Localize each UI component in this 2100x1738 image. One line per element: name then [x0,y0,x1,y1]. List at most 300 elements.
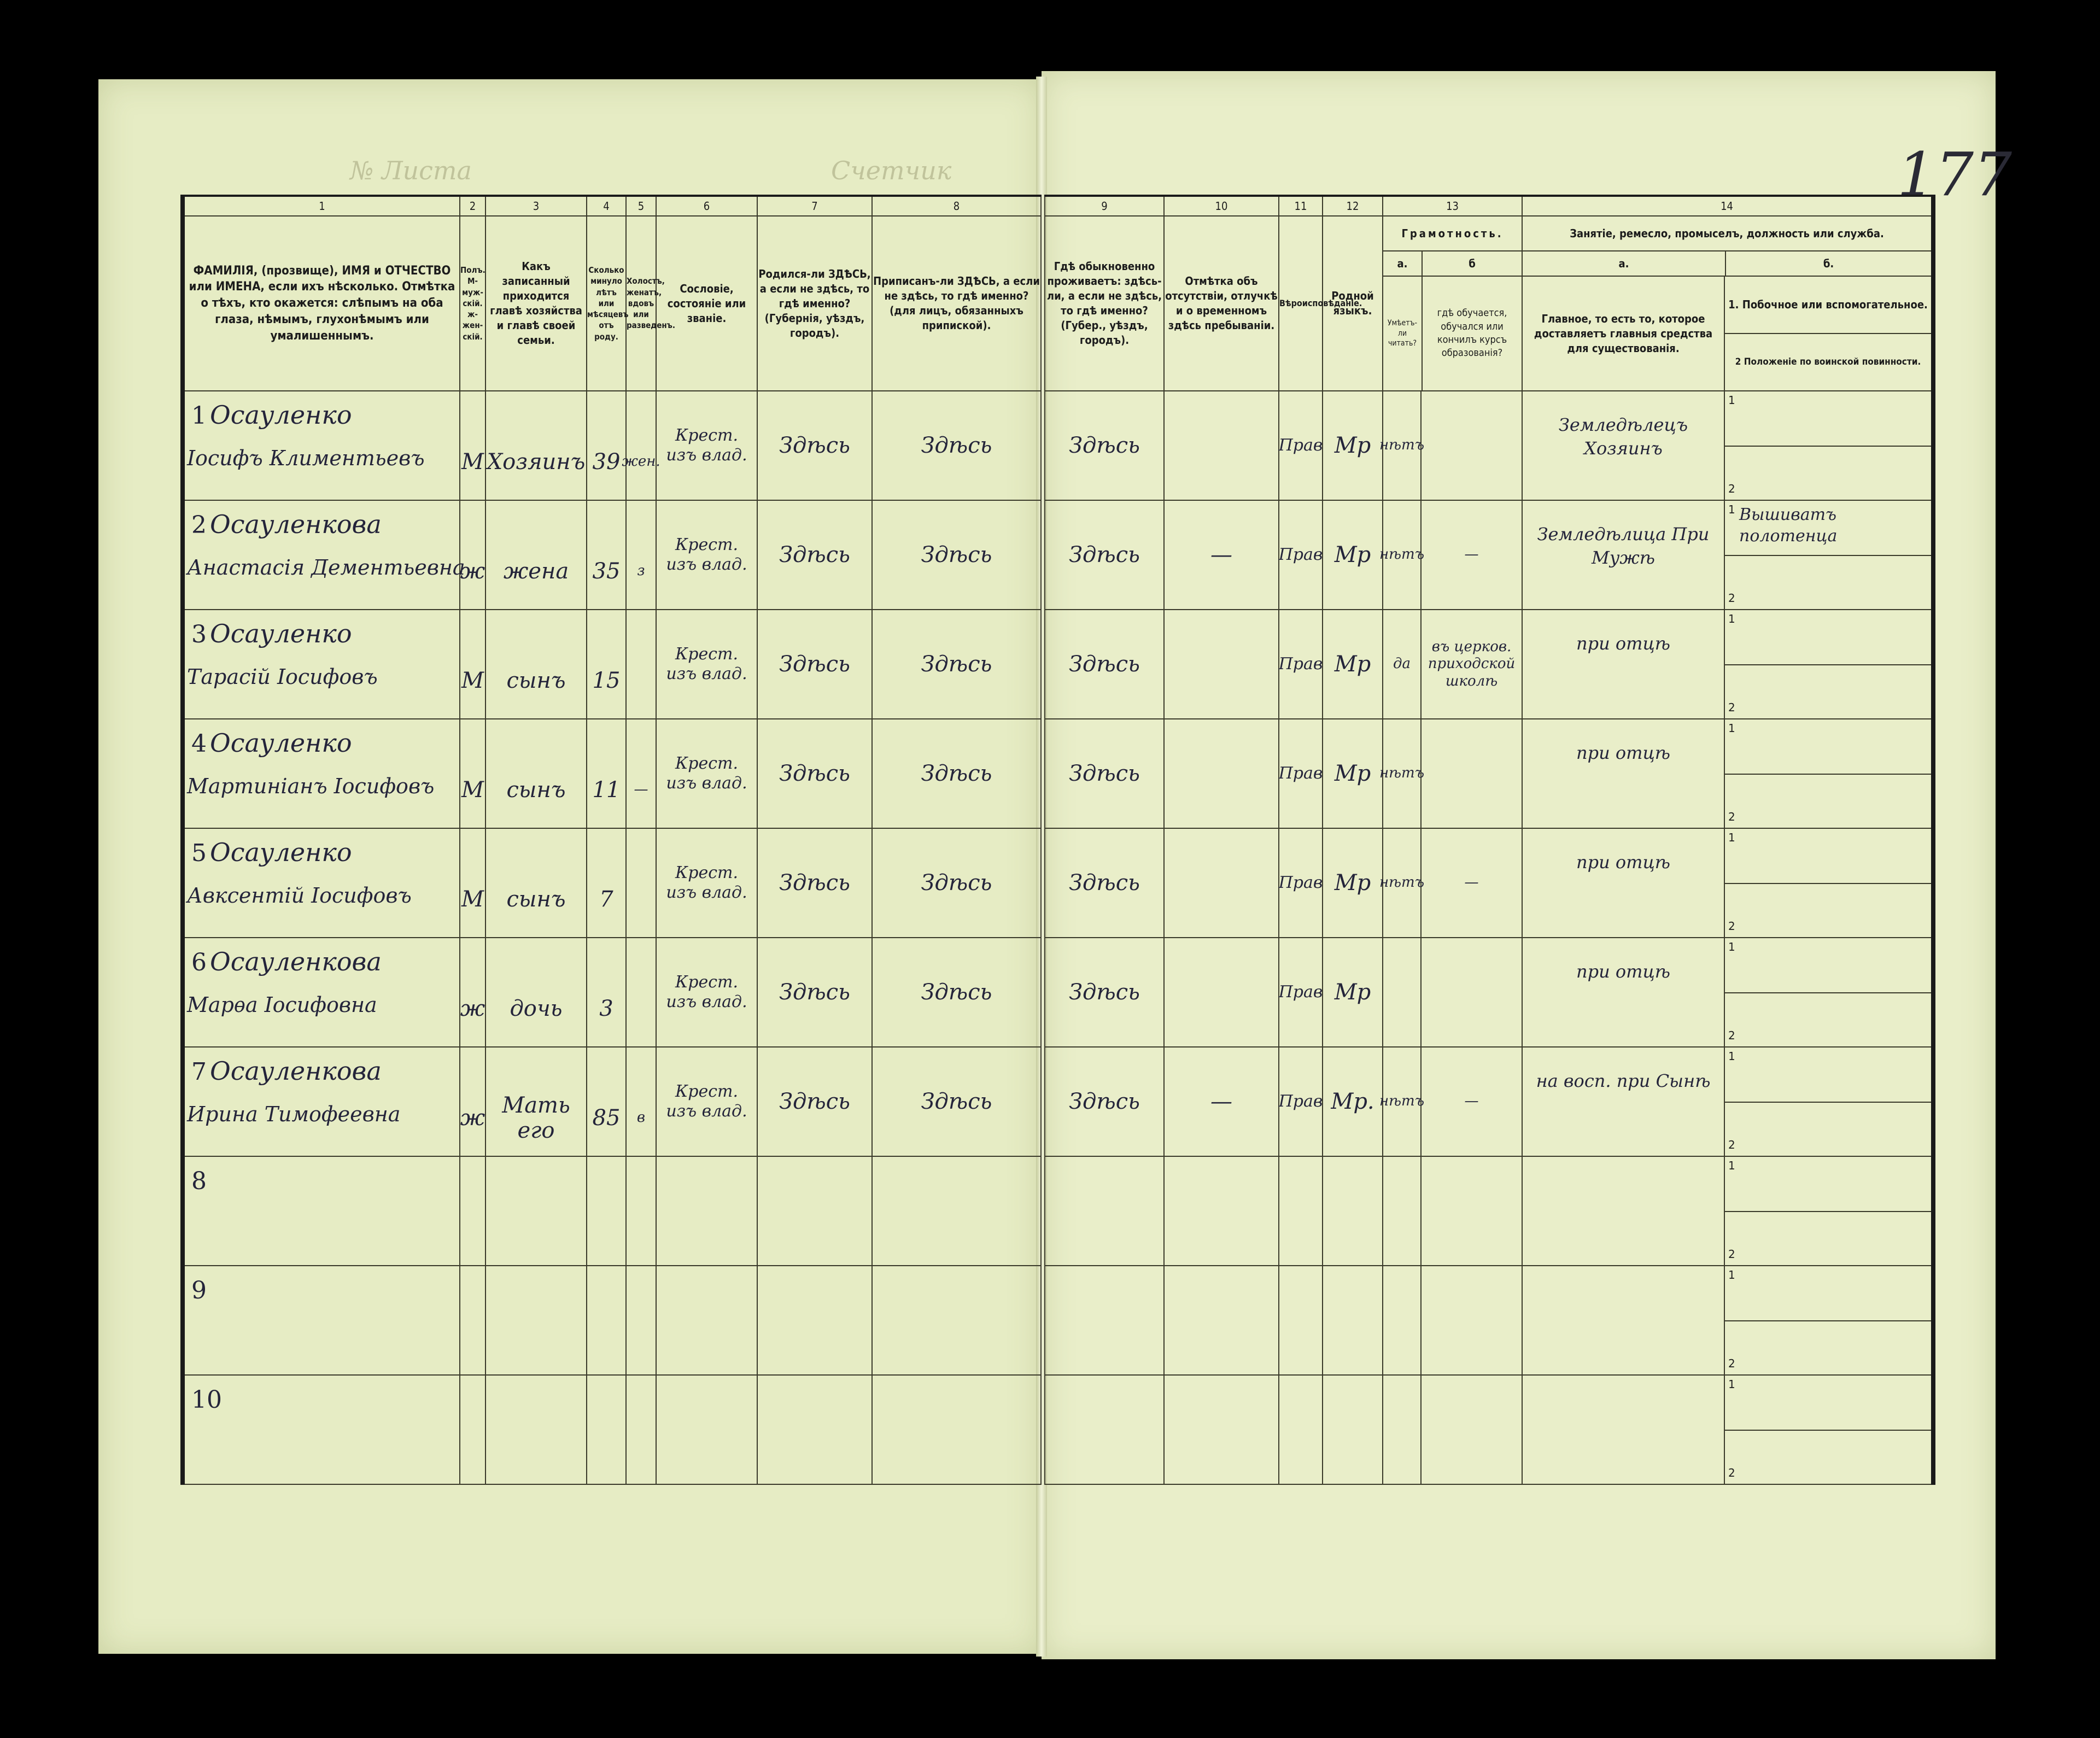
schooling-value [1425,391,1518,500]
can-read-value: нѣтъ [1379,1093,1425,1110]
surname: Осауленко [210,728,352,758]
cell-absence [1164,719,1279,828]
sex-value: М [461,887,484,912]
census-table-left [180,195,1042,1485]
schooling-value [1425,1157,1518,1265]
age-value: 11 [592,777,621,803]
registered-value: Здѣсь [921,870,992,896]
surname: Осауленкова [210,1056,382,1086]
registered-value: Здѣсь [921,433,992,458]
born-value: Здѣсь [779,652,850,677]
cell-estate [656,1266,757,1375]
cell-language [1323,1156,1383,1266]
cell-can-read [1379,1047,1425,1156]
table-row [183,610,1041,719]
can-read-value: да [1393,656,1411,672]
cell-estate [656,610,757,719]
col-number: 11 [1279,196,1323,216]
language-value: Мр [1334,433,1371,458]
cell-estate [656,719,757,828]
cell-registered [872,500,1041,610]
resides-value: Здѣсь [1069,761,1140,786]
absence-value [1168,938,1275,1046]
cell-language [1323,1047,1383,1156]
estate-value [660,1376,753,1484]
cell-sex [460,1375,485,1484]
cell-absence [1164,828,1279,938]
cell-religion [1279,1047,1323,1156]
relation-value [489,1266,583,1374]
estate-value: Крест. изъ влад. [666,1082,747,1121]
estate-value [660,1266,753,1374]
relation-value: сынъ [506,777,566,803]
registered-value: Здѣсь [921,652,992,677]
cell-side-occupation [1724,1375,1933,1484]
cell-schooling [1421,828,1522,938]
row-number: 3 [191,621,207,648]
table-row [183,391,1041,500]
col-number: 1 [183,196,460,216]
resides-value: Здѣсь [1069,1089,1140,1114]
cell-resides [1045,1375,1164,1484]
main-occupation-value: при отцѣ [1576,742,1671,763]
cell-main-occupation [1522,1375,1724,1484]
relation-value: дочь [510,996,563,1021]
table-row [183,500,1041,610]
cell-born [757,1375,872,1484]
row-number: 5 [191,839,207,867]
side-occupation-slot [1725,1157,1931,1212]
table-row [183,1375,1041,1484]
header-registered: Приписанъ-ли ЗДѢСЬ, а если не здѣсь, то гдѣ именно? (для лицъ, обязанныхъ припиской). [872,216,1041,391]
header-schooling: гдѣ обучается, обучался или кончилъ курсъ образованія? [1437,307,1507,359]
header-can-read: Умѣетъ-ли читать? [1383,277,1423,390]
cell-can-read [1383,1375,1421,1484]
resides-value: Здѣсь [1069,870,1140,896]
can-read-value [1387,1266,1417,1374]
header-age: Сколько минуло лѣтъ или мѣсяцевъ отъ роду. [587,216,626,391]
cell-language [1323,719,1383,828]
cell-language [1323,938,1383,1047]
schooling-value [1425,719,1518,828]
cell-sex [460,719,485,828]
cell-marital [626,1156,656,1266]
main-occupation-value: при отцѣ [1576,852,1671,873]
age-value: 35 [592,559,621,584]
cell-main-occupation [1522,828,1724,938]
sex-value: ж [460,1105,485,1131]
marital-value: в [636,1109,646,1126]
cell-resides [1045,1266,1164,1375]
sex-value [464,1266,482,1374]
cell-marital [622,391,660,500]
cell-registered [872,1047,1041,1156]
cell-registered [872,1375,1041,1484]
born-value [761,1376,868,1484]
faint-sheet-number-mark: № Листа [350,156,472,185]
side-occupation-slot [1725,719,1931,775]
resides-value: Здѣсь [1069,652,1140,677]
cell-estate [656,500,757,610]
registered-value [876,1376,1037,1484]
cell-relation [485,938,587,1047]
row-number: 7 [191,1058,207,1086]
table-row [1045,1047,1933,1156]
cell-schooling [1421,1156,1522,1266]
estate-value: Крест. изъ влад. [666,535,747,574]
cell-religion [1279,828,1323,938]
cell-age [587,1156,626,1266]
row-number: 4 [191,730,207,758]
cell-marital [626,828,656,938]
cell-schooling [1421,938,1522,1047]
military-status-slot [1725,664,1931,718]
slot-label: 2 [1728,920,1735,933]
marital-value [630,1376,652,1484]
cell-can-read [1383,1156,1421,1266]
header-occupation-a-label: а. [1523,251,1726,276]
cell-born [757,500,872,610]
cell-registered [872,938,1041,1047]
cell-religion [1279,1266,1323,1375]
cell-relation [485,828,587,938]
cell-age [587,1047,626,1156]
marital-value: з [637,563,645,580]
header-literacy: Грамотность. [1383,216,1522,251]
header-main-occupation: Главное, то есть то, которое доставляетъ главныя средства для существованія. [1523,277,1725,390]
schooling-value: — [1464,874,1479,891]
military-status-slot [1725,1320,1931,1374]
cell-sex [460,391,485,500]
cell-religion [1279,1156,1323,1266]
given-name: Марѳа Іосифовна [187,993,377,1017]
surname: Осауленко [210,619,352,648]
registered-value: Здѣсь [921,980,992,1005]
row-number: 9 [191,1277,207,1304]
cell-schooling [1421,719,1522,828]
cell-relation [485,1156,587,1266]
table-row [1045,828,1933,938]
cell-side-occupation [1724,1156,1933,1266]
header-military-status: 2 Положеніе по воинской повинности. [1735,356,1921,368]
cell-schooling [1421,500,1522,610]
cell-relation [485,1047,587,1156]
header-literacy-group [1383,216,1522,391]
header-occupation-b-label: б. [1823,256,1834,270]
marital-value [630,1157,652,1265]
born-value: Здѣсь [779,542,850,567]
slot-label: 2 [1728,1138,1735,1151]
cell-absence [1164,1375,1279,1484]
cell-can-read [1379,719,1425,828]
cell-born [757,1266,872,1375]
cell-main-occupation [1522,610,1724,719]
cell-estate [656,391,757,500]
side-occupation-slot [1725,1266,1931,1321]
given-name: Іосифъ Климентьевъ [187,446,425,470]
cell-language [1323,1375,1383,1484]
born-value: Здѣсь [779,1089,850,1114]
marital-value: жен. [622,453,660,470]
cell-main-occupation [1522,1156,1724,1266]
age-value [590,1157,622,1265]
cell-name [183,1156,460,1266]
born-value: Здѣсь [779,870,850,896]
cell-side-occupation [1724,1047,1933,1156]
surname: Осауленко [210,400,352,430]
cell-born [757,610,872,719]
marital-value: — [634,781,648,798]
relation-value: Хозяинъ [487,449,586,475]
absence-value: — [1210,542,1232,567]
cell-can-read [1383,1266,1421,1375]
absence-value [1168,829,1275,937]
cell-resides [1045,391,1164,500]
military-status-slot [1725,1102,1931,1156]
cell-sex [460,1047,485,1156]
slot-label: 1 [1728,1159,1735,1172]
cell-language [1323,500,1383,610]
can-read-value [1387,1376,1417,1484]
table-row [1045,1266,1933,1375]
cell-registered [872,719,1041,828]
sex-value [464,1157,482,1265]
religion-value: Прав [1278,545,1323,564]
cell-side-occupation [1724,391,1933,500]
cell-can-read [1383,610,1421,719]
age-value: 85 [592,1105,621,1131]
cell-born [757,938,872,1047]
slot-label: 1 [1728,722,1735,735]
header-marital: Холостъ, женатъ, вдовъ или разведенъ. [626,216,656,391]
table-row [1045,938,1933,1047]
resides-value [1049,1157,1160,1265]
slot-label: 1 [1728,394,1735,407]
slot-label: 1 [1728,1378,1735,1391]
born-value: Здѣсь [779,980,850,1005]
born-value [761,1266,868,1374]
estate-value: Крест. изъ влад. [666,863,747,902]
given-name: Тарасій Іосифовъ [187,665,378,689]
cell-name [183,938,460,1047]
relation-value: Мать его [502,1093,570,1143]
religion-value: Прав [1278,982,1323,1002]
table-row [1045,391,1933,500]
cell-born [757,391,872,500]
cell-can-read [1383,938,1421,1047]
cell-side-occupation [1724,1266,1933,1375]
registered-value: Здѣсь [921,761,992,786]
born-value: Здѣсь [779,761,850,786]
main-occupation-value: Земледѣлецъ Хозяинъ [1558,414,1688,459]
military-status-slot [1725,555,1931,609]
cell-religion [1279,1375,1323,1484]
age-value [590,1376,622,1484]
col-number: 9 [1045,196,1164,216]
born-value: Здѣсь [779,433,850,458]
cell-age [587,719,626,828]
surname: Осауленко [210,838,352,867]
slot-label: 2 [1728,1029,1735,1042]
given-name: Анастасія Дементьевна [187,555,465,580]
cell-relation [485,1375,587,1484]
table-row [1045,1156,1933,1266]
relation-value: сынъ [506,887,566,912]
cell-relation [485,500,587,610]
col-number: 3 [485,196,587,216]
cell-age [587,610,626,719]
sex-value: М [461,668,484,693]
language-value [1326,1376,1379,1484]
military-status-slot [1725,992,1931,1046]
surname: Осауленкова [210,510,382,539]
cell-can-read [1379,391,1425,500]
given-name: Авксентій Іосифовъ [187,883,412,908]
cell-marital [626,500,656,610]
table-row [1045,1375,1933,1484]
header-estate: Сословіе, состояніе или званіе. [656,216,757,391]
cell-name [183,828,460,938]
cell-main-occupation [1522,1266,1724,1375]
cell-absence [1164,938,1279,1047]
slot-label: 1 [1728,503,1735,516]
cell-absence [1164,391,1279,500]
schooling-value: — [1464,546,1479,563]
cell-estate [656,938,757,1047]
cell-marital [626,719,656,828]
cell-age [587,1375,626,1484]
absence-value [1168,719,1275,828]
cell-resides [1045,719,1164,828]
header-language: Родной языкъ. [1323,216,1383,391]
cell-main-occupation [1522,938,1724,1047]
cell-can-read [1379,828,1425,938]
marital-value [630,610,652,718]
absence-value [1168,610,1275,718]
cell-name [183,1266,460,1375]
table-row [183,1156,1041,1266]
age-value: 7 [599,887,613,912]
schooling-value: — [1464,1093,1479,1110]
header-side-occupation: 1. Побочное или вспомогательное. [1725,277,1931,334]
col-number: 4 [587,196,626,216]
cell-resides [1045,610,1164,719]
cell-born [757,1156,872,1266]
religion-value: Прав [1278,873,1323,892]
relation-value: жена [503,559,569,584]
cell-language [1323,828,1383,938]
cell-name [183,500,465,610]
cell-marital [626,938,656,1047]
relation-value: сынъ [506,668,566,693]
sex-value: М [461,449,484,475]
cell-name [183,391,460,500]
sex-value: ж [460,996,485,1021]
cell-name [183,1375,460,1484]
cell-age [587,828,626,938]
col-number: 10 [1164,196,1279,216]
age-value: 39 [592,449,621,475]
cell-language [1323,1266,1383,1375]
military-status-slot [1725,883,1931,937]
cell-side-occupation [1724,828,1933,938]
cell-registered [872,828,1041,938]
cell-religion [1279,391,1323,500]
col-number: 6 [656,196,757,216]
cell-born [757,1047,872,1156]
faint-counter-mark: Счетчик [831,156,952,185]
resides-value: Здѣсь [1069,542,1140,567]
slot-label: 1 [1728,1050,1735,1063]
cell-absence [1164,1156,1279,1266]
age-value: 3 [599,996,613,1021]
schooling-value [1425,1266,1518,1374]
cell-side-occupation [1724,719,1933,828]
cell-age [587,938,626,1047]
main-occupation-value: при отцѣ [1576,961,1671,982]
table-row [183,938,1041,1047]
religion-value [1283,1266,1319,1374]
military-status-slot [1725,774,1931,828]
absence-value [1168,1157,1275,1265]
cell-estate [656,1047,757,1156]
header-relation: Какъ записанный приходится главѣ хозяйства и главѣ своей семьи. [485,216,587,391]
table-row [183,1047,1041,1156]
row-number: 10 [191,1386,222,1414]
schooling-value [1425,938,1518,1046]
can-read-value: нѣтъ [1379,874,1425,891]
side-occupation-slot [1725,391,1931,447]
cell-estate [656,1156,757,1266]
resides-value [1049,1376,1160,1484]
military-status-slot [1725,446,1931,500]
side-occupation-slot [1725,501,1931,556]
slot-label: 2 [1728,1248,1735,1261]
side-occupation-slot [1725,1376,1931,1431]
cell-schooling [1421,1047,1522,1156]
col-number: 5 [626,196,656,216]
registered-value: Здѣсь [921,542,992,567]
cell-born [757,828,872,938]
sex-value: ж [460,559,485,584]
col-number: 13 [1383,196,1522,216]
religion-value: Прав [1278,764,1323,783]
schooling-value: въ церков. приходской школѣ [1428,639,1516,689]
language-value: Мр [1334,980,1371,1005]
cell-language [1323,391,1383,500]
language-value: Мр [1334,652,1371,677]
religion-value [1283,1157,1319,1265]
main-occupation-value: Земледѣлица При Мужѣ [1537,524,1710,569]
header-absence: Отмѣтка объ отсутствіи, отлучкѣ и о временномъ здѣсь пребываніи. [1164,216,1279,391]
born-value [761,1157,868,1265]
slot-label: 1 [1728,612,1735,625]
military-status-slot [1725,1211,1931,1265]
row-number: 1 [191,402,207,430]
side-occupation-slot [1725,829,1931,884]
registered-value [876,1157,1037,1265]
relation-value [489,1157,583,1265]
cell-born [757,719,872,828]
slot-label: 2 [1728,1357,1735,1370]
given-name: Мартиніанъ Іосифовъ [187,774,435,798]
sex-value [464,1376,482,1484]
language-value [1326,1157,1379,1265]
cell-name [183,719,460,828]
estate-value: Крест. изъ влад. [666,973,747,1011]
cell-resides [1045,500,1164,610]
estate-value [660,1157,753,1265]
